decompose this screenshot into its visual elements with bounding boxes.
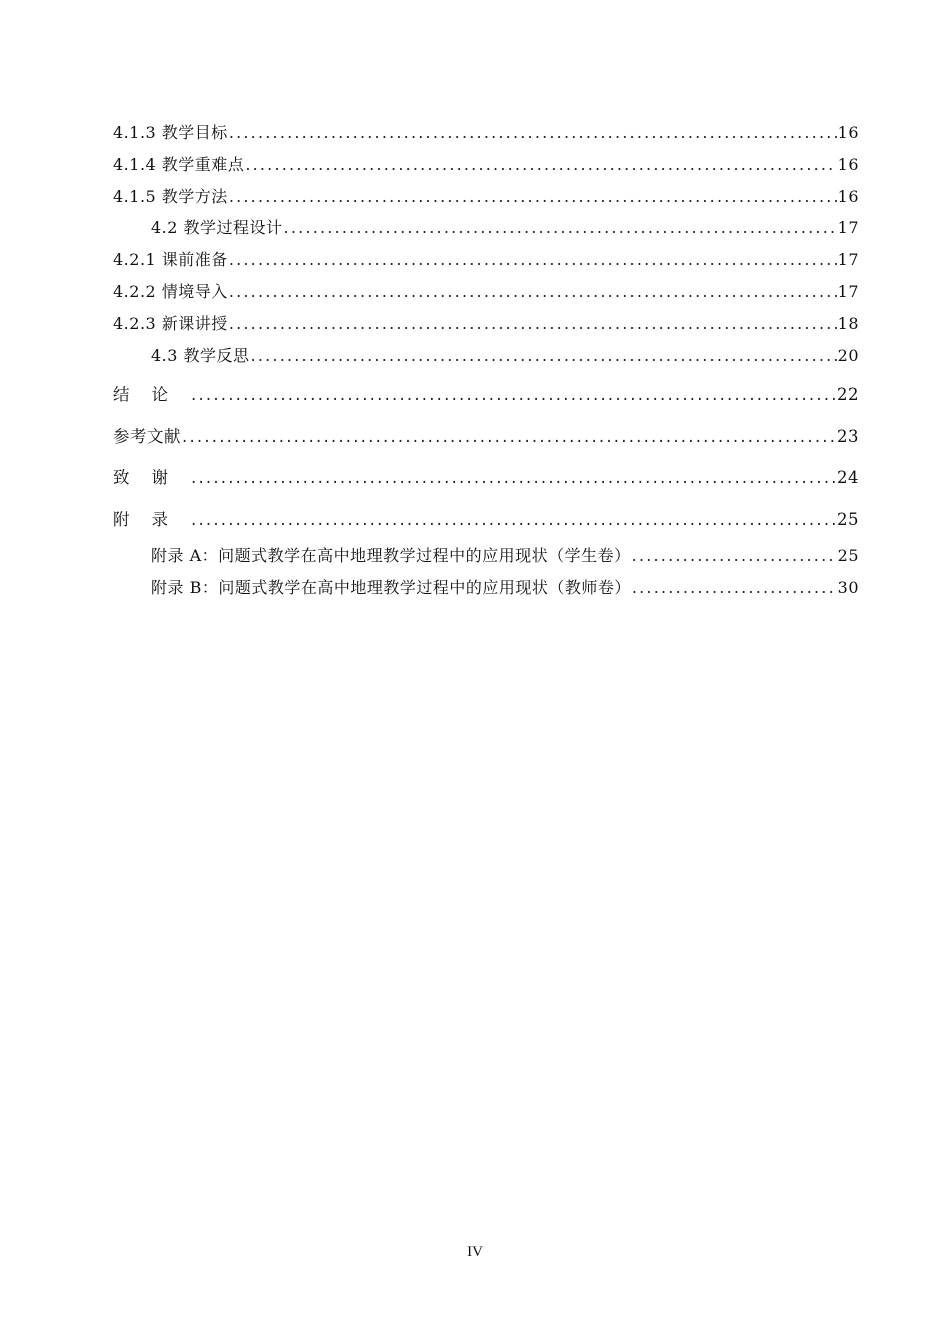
toc-entry-4-3[interactable] [113, 340, 859, 372]
toc-appendix-page: 25 [837, 546, 859, 566]
toc-chapter-conclusion[interactable] [113, 374, 859, 416]
dot-leader [191, 374, 836, 416]
dot-leader [229, 276, 837, 308]
dot-leader [632, 540, 837, 572]
toc-chapter-appendix[interactable] [113, 499, 859, 541]
toc-entry-label: 4.3 教学反思 [151, 345, 250, 365]
toc-chapter-page: 23 [837, 426, 859, 446]
dot-leader [632, 572, 837, 604]
toc-entry-label: 4.1.4 教学重难点 [113, 154, 245, 174]
dot-leader [229, 117, 837, 149]
toc-entry-label: 4.1.3 教学目标 [113, 123, 228, 142]
dot-leader [191, 457, 836, 499]
toc-entry-page: 16 [837, 186, 859, 206]
toc-entry-label: 4.2.2 情境导入 [113, 281, 228, 301]
toc-entry-4-2[interactable] [113, 212, 859, 244]
toc-entry-label: 4.2.3 新课讲授 [113, 313, 228, 333]
toc-entry-4-1-4[interactable] [113, 149, 859, 181]
dot-leader [229, 244, 837, 276]
dot-leader [229, 308, 837, 340]
toc-appendix-label: 附录 B：问题式教学在高中地理教学过程中的应用现状（教师卷） [151, 578, 631, 598]
toc-appendix-label: 附录 A：问题式教学在高中地理教学过程中的应用现状（学生卷） [151, 546, 631, 566]
toc-entry-label: 4.2 教学过程设计 [151, 218, 283, 238]
toc-appendix-page: 30 [837, 578, 859, 598]
dot-leader [251, 340, 837, 372]
toc-entry-page: 17 [837, 250, 859, 270]
table-of-contents [113, 117, 859, 604]
toc-entry-4-2-3[interactable] [113, 308, 859, 340]
toc-chapter-page: 22 [837, 385, 859, 405]
dot-leader [191, 499, 836, 541]
toc-chapter-label: 附录 [113, 509, 190, 529]
toc-entry-4-1-5[interactable] [113, 181, 859, 213]
toc-chapter-references[interactable] [113, 416, 859, 458]
dot-leader [229, 181, 837, 213]
toc-entry-page: 20 [837, 345, 859, 365]
toc-entry-page: 16 [837, 154, 859, 174]
toc-chapter-page: 24 [837, 468, 859, 488]
toc-entry-page: 16 [837, 123, 859, 142]
dot-leader [182, 416, 836, 458]
toc-chapter-acknowledgements[interactable] [113, 457, 859, 499]
toc-entry-label: 4.2.1 课前准备 [113, 250, 228, 270]
dot-leader [284, 212, 837, 244]
toc-chapter-label: 结论 [113, 385, 190, 405]
toc-entry-4-1-3[interactable] [113, 117, 859, 149]
toc-appendix-a[interactable] [113, 540, 859, 572]
dot-leader [245, 149, 836, 181]
toc-chapter-label: 致谢 [113, 468, 190, 488]
toc-chapter-page: 25 [837, 509, 859, 529]
toc-chapter-label: 参考文献 [113, 426, 181, 446]
page-number: IV [467, 1244, 483, 1260]
toc-entry-4-2-2[interactable] [113, 276, 859, 308]
toc-appendix-b[interactable] [113, 572, 859, 604]
toc-entry-page: 17 [837, 281, 859, 301]
toc-entry-page: 18 [837, 313, 859, 333]
toc-entry-label: 4.1.5 教学方法 [113, 186, 228, 206]
toc-entry-4-2-1[interactable] [113, 244, 859, 276]
toc-entry-page: 17 [837, 218, 859, 238]
